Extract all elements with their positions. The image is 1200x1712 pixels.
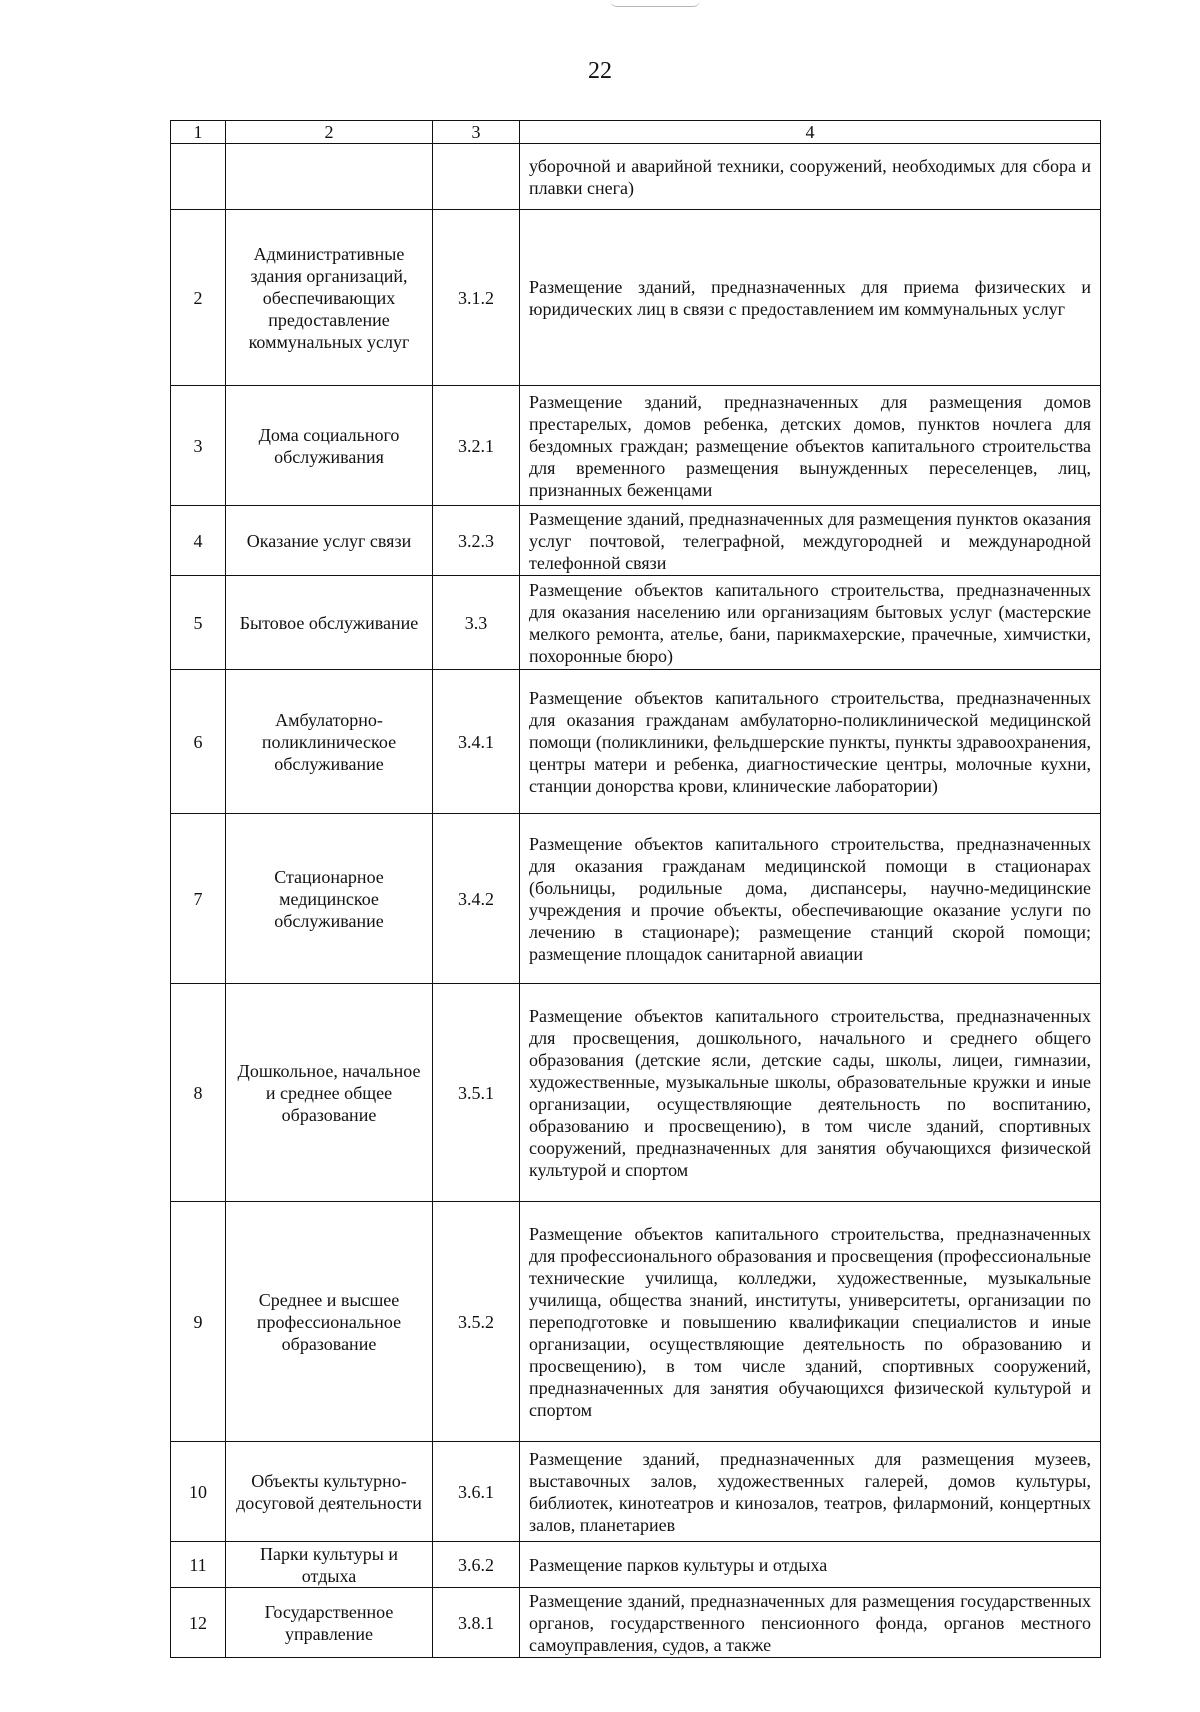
use-type-description: Размещение зданий, предназначенных для размещения пунктов оказания услуг почтовой, телеграфной, междугородней и международной телефонной связи [520,506,1101,576]
table-row [171,814,1101,984]
table-row [171,386,1101,506]
use-type-description: Размещение зданий, предназначенных для размещения музеев, выставочных залов, художественных галерей, домов культуры, библиотек, кинотеатров и кинозалов, театров, филармоний, концертных залов, планетариев [520,1442,1101,1542]
use-type-name: Государственное управление [226,1588,433,1658]
header-col-2: 2 [226,121,433,144]
table-header-row [171,121,1101,144]
use-type-name: Оказание услуг связи [226,506,433,576]
scan-artifact [610,0,700,7]
use-type-code: 3.1.2 [433,210,520,386]
row-number: 3 [171,386,226,506]
use-type-name: Стационарное медицинское обслуживание [226,814,433,984]
use-type-description: Размещение объектов капитального строительства, предназначенных для оказания гражданам медицинской помощи в стационарах (больницы, родильные дома, диспансеры, научно-медицинские учреждения и прочие объекты, обеспечивающие оказание услуги по лечению в стационаре); размещение станций скорой помощи; размещение площадок санитарной авиации [520,814,1101,984]
use-type-name [226,144,433,210]
row-number: 5 [171,576,226,670]
row-number: 12 [171,1588,226,1658]
row-number: 10 [171,1442,226,1542]
use-type-code: 3.3 [433,576,520,670]
table-row [171,984,1101,1202]
use-type-name: Амбулаторно-поликлиническое обслуживание [226,670,433,814]
table-row [171,506,1101,576]
use-type-name: Дома социального обслуживания [226,386,433,506]
land-use-table [170,120,1101,1658]
use-type-description: Размещение зданий, предназначенных для приема физических и юридических лиц в связи с предоставлением им коммунальных услуг [520,210,1101,386]
use-type-description: Размещение объектов капитального строительства, предназначенных для профессионального образования и просвещения (профессиональные технические училища, колледжи, художественные, музыкальные училища, общества знаний, институты, университеты, организации по переподготовке и повышению квалификации специалистов и иные организации, осуществляющие деятельность по образованию и просвещению), в том числе зданий, спортивных сооружений, предназначенных для занятия обучающихся физической культурой и спортом [520,1202,1101,1442]
header-col-4: 4 [520,121,1101,144]
header-col-1: 1 [171,121,226,144]
row-number: 9 [171,1202,226,1442]
table-row [171,210,1101,386]
use-type-code: 3.4.1 [433,670,520,814]
use-type-code: 3.5.1 [433,984,520,1202]
table-row [171,1202,1101,1442]
use-type-code: 3.4.2 [433,814,520,984]
page-number: 22 [588,58,612,84]
row-number: 2 [171,210,226,386]
table-row [171,1442,1101,1542]
use-type-code: 3.5.2 [433,1202,520,1442]
use-type-description: Размещение объектов капитального строительства, предназначенных для оказания населению или организациям бытовых услуг (мастерские мелкого ремонта, ателье, бани, парикмахерские, прачечные, химчистки, похоронные бюро) [520,576,1101,670]
header-col-3: 3 [433,121,520,144]
use-type-name: Административные здания организаций, обеспечивающих предоставление коммунальных услуг [226,210,433,386]
use-type-code: 3.2.1 [433,386,520,506]
use-type-description: Размещение объектов капитального строительства, предназначенных для оказания гражданам амбулаторно-поликлинической медицинской помощи (поликлиники, фельдшерские пункты, пункты здравоохранения, центры матери и ребенка, диагностические центры, молочные кухни, станции донорства крови, клинические лаборатории) [520,670,1101,814]
use-type-code: 3.6.2 [433,1542,520,1588]
row-number: 4 [171,506,226,576]
use-type-description: Размещение зданий, предназначенных для размещения государственных органов, государственного пенсионного фонда, органов местного самоуправления, судов, а также [520,1588,1101,1658]
use-type-name: Парки культуры и отдыха [226,1542,433,1588]
use-type-code [433,144,520,210]
use-type-description: Размещение объектов капитального строительства, предназначенных для просвещения, дошкольного, начального и среднего общего образования (детские ясли, детские сады, школы, лицеи, гимназии, художественные, музыкальные школы, образовательные кружки и иные организации, осуществляющие деятельность по воспитанию, образованию и просвещению), в том числе зданий, спортивных сооружений, предназначенных для занятия обучающихся физической культурой и спортом [520,984,1101,1202]
table-row [171,144,1101,210]
use-type-description: Размещение зданий, предназначенных для размещения домов престарелых, домов ребенка, детских домов, пунктов ночлега для бездомных граждан; размещение объектов капитального строительства для временного размещения вынужденных переселенцев, лиц, признанных беженцами [520,386,1101,506]
row-number: 8 [171,984,226,1202]
table-row [171,576,1101,670]
table-row [171,670,1101,814]
use-type-description: уборочной и аварийной техники, сооружений, необходимых для сбора и плавки снега) [520,144,1101,210]
row-number [171,144,226,210]
row-number: 11 [171,1542,226,1588]
use-type-name: Бытовое обслуживание [226,576,433,670]
use-type-code: 3.8.1 [433,1588,520,1658]
table-row [171,1588,1101,1658]
use-type-code: 3.6.1 [433,1442,520,1542]
use-type-name: Дошкольное, начальное и среднее общее образование [226,984,433,1202]
use-type-code: 3.2.3 [433,506,520,576]
use-type-name: Среднее и высшее профессиональное образование [226,1202,433,1442]
row-number: 7 [171,814,226,984]
use-type-name: Объекты культурно-досуговой деятельности [226,1442,433,1542]
row-number: 6 [171,670,226,814]
table-row [171,1542,1101,1588]
use-type-description: Размещение парков культуры и отдыха [520,1542,1101,1588]
